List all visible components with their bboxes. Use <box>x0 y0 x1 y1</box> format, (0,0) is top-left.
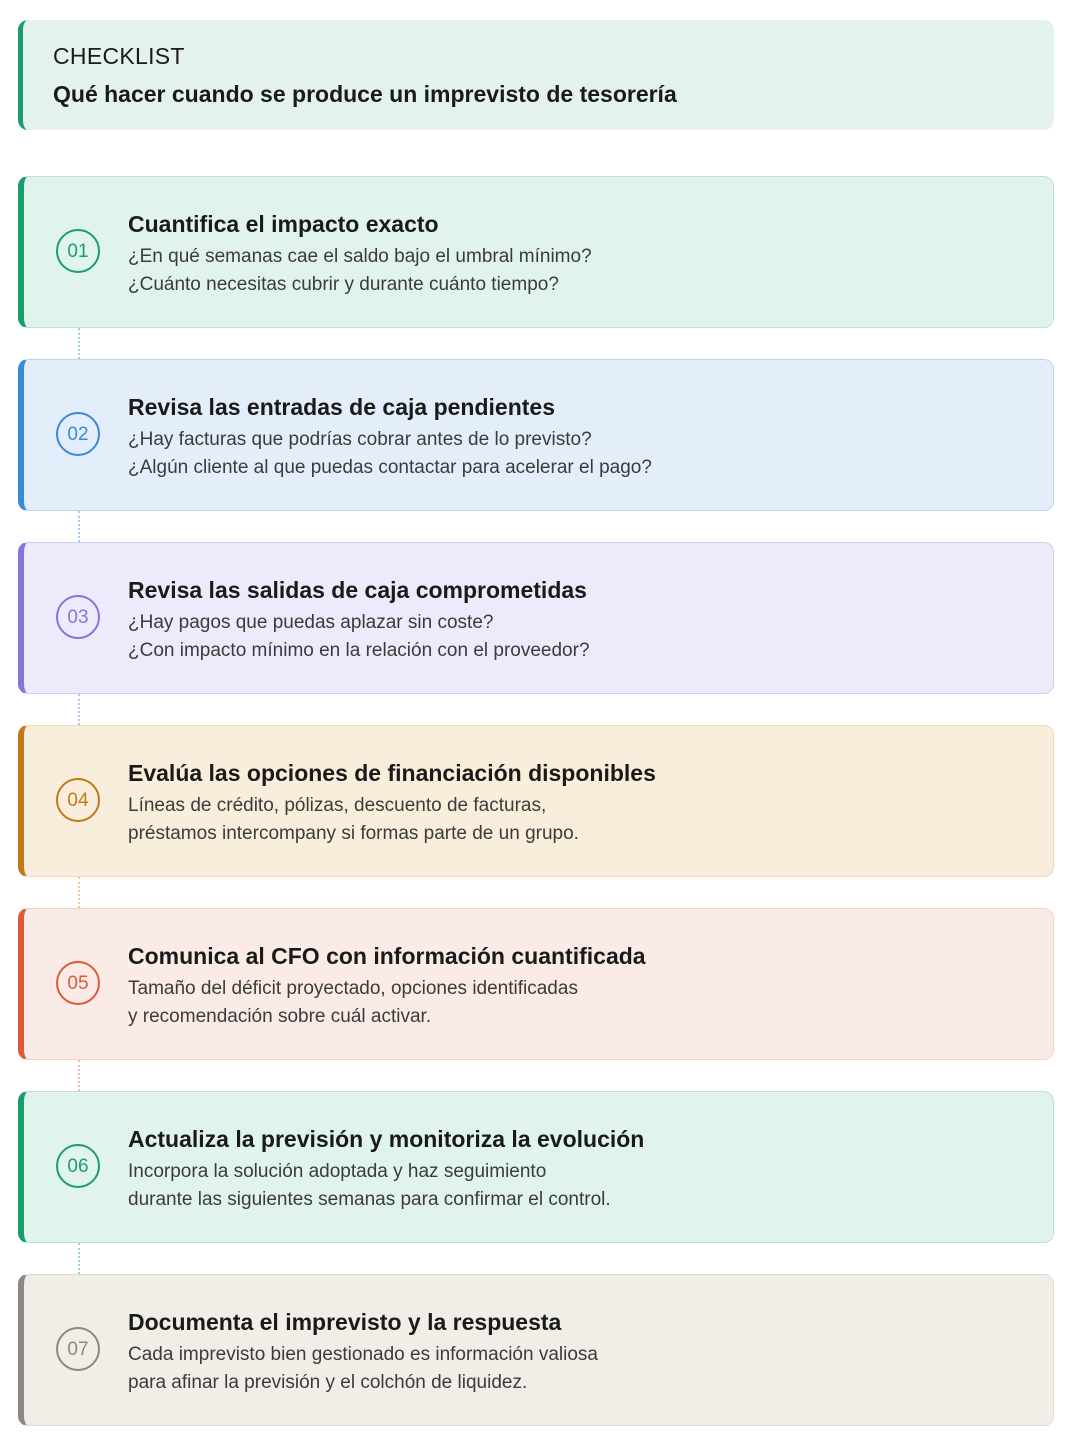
step-description-line: préstamos intercompany si formas parte de un grupo. <box>128 823 579 844</box>
step-description-line: Líneas de crédito, pólizas, descuento de facturas, <box>128 795 547 816</box>
checklist-title: Qué hacer cuando se produce un imprevisto de tesorería <box>53 81 677 107</box>
step-card <box>18 359 1054 511</box>
step-card <box>18 1091 1054 1243</box>
step-title: Cuantifica el impacto exacto <box>128 211 439 237</box>
step-connector <box>78 1243 80 1274</box>
step-card <box>18 908 1054 1060</box>
step-description <box>128 609 590 665</box>
step-connector <box>78 694 80 725</box>
step-title: Documenta el imprevisto y la respuesta <box>128 1309 562 1335</box>
step-description <box>128 1341 598 1397</box>
step-description <box>128 426 652 482</box>
step-description-line: Cada imprevisto bien gestionado es información valiosa <box>128 1344 598 1365</box>
step-description <box>128 975 578 1031</box>
step-description-line: ¿Hay pagos que puedas aplazar sin coste? <box>128 612 494 633</box>
step-title: Revisa las salidas de caja comprometidas <box>128 577 587 603</box>
step-card <box>18 1274 1054 1426</box>
step-description <box>128 1158 611 1214</box>
step-connector <box>78 511 80 542</box>
step-description-line: ¿Cuánto necesitas cubrir y durante cuánto tiempo? <box>128 274 559 295</box>
step-card <box>18 725 1054 877</box>
step-description-line: ¿Algún cliente al que puedas contactar para acelerar el pago? <box>128 457 652 478</box>
step-description-line: Incorpora la solución adoptada y haz seguimiento <box>128 1161 547 1182</box>
step-card <box>18 176 1054 328</box>
step-number-badge: 05 <box>56 961 100 1005</box>
step-description-line: ¿Hay facturas que podrías cobrar antes de lo previsto? <box>128 429 592 450</box>
step-description-line: durante las siguientes semanas para confirmar el control. <box>128 1189 611 1210</box>
step-connector <box>78 1060 80 1091</box>
step-number-badge: 01 <box>56 229 100 273</box>
step-connector <box>78 328 80 359</box>
step-description-line: Tamaño del déficit proyectado, opciones identificadas <box>128 978 578 999</box>
step-connector <box>78 877 80 908</box>
step-description <box>128 243 592 299</box>
step-number-badge: 02 <box>56 412 100 456</box>
step-number-badge: 06 <box>56 1144 100 1188</box>
step-number-badge: 04 <box>56 778 100 822</box>
checklist-header <box>18 20 1054 130</box>
step-description-line: y recomendación sobre cuál activar. <box>128 1006 432 1027</box>
step-title: Comunica al CFO con información cuantificada <box>128 943 646 969</box>
checklist-label: CHECKLIST <box>53 43 185 69</box>
step-title: Evalúa las opciones de financiación disponibles <box>128 760 656 786</box>
step-description-line: ¿En qué semanas cae el saldo bajo el umbral mínimo? <box>128 246 592 267</box>
step-title: Revisa las entradas de caja pendientes <box>128 394 555 420</box>
step-description <box>128 792 579 848</box>
step-description-line: ¿Con impacto mínimo en la relación con el proveedor? <box>128 640 590 661</box>
step-card <box>18 542 1054 694</box>
step-number-badge: 03 <box>56 595 100 639</box>
step-number-badge: 07 <box>56 1327 100 1371</box>
step-title: Actualiza la previsión y monitoriza la evolución <box>128 1126 645 1152</box>
step-description-line: para afinar la previsión y el colchón de liquidez. <box>128 1372 528 1393</box>
